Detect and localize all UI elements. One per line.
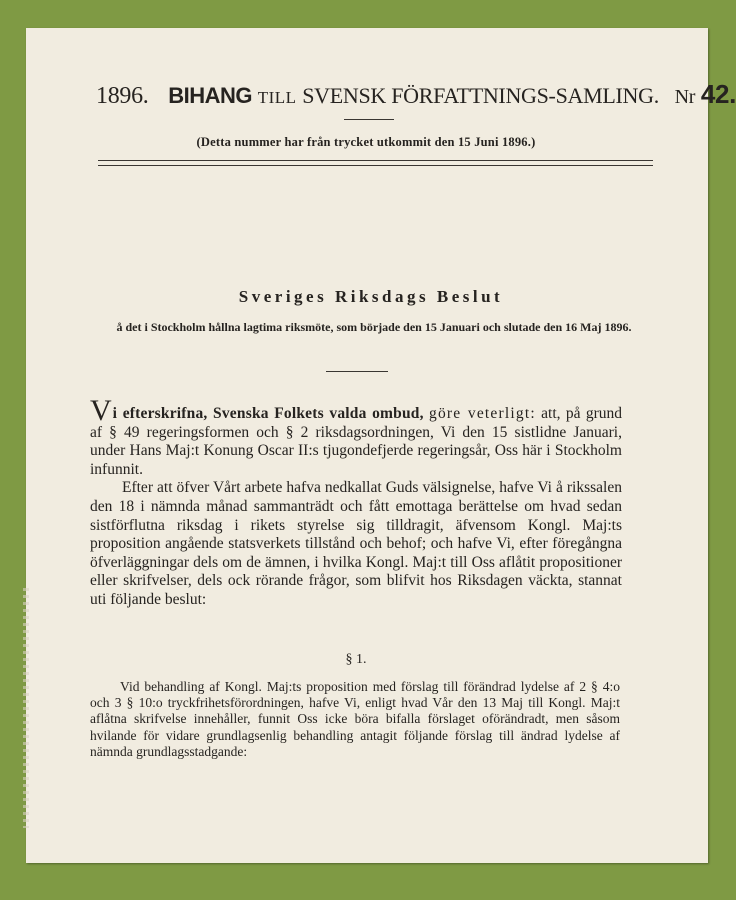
running-header xyxy=(96,79,736,112)
header-nr-prefix: Nr xyxy=(674,86,696,108)
lead-text: i efterskrifna, Svenska Folkets valda ombud, xyxy=(112,405,424,422)
header-number: 42. xyxy=(700,79,736,109)
paragraph-1-rest: att, på grund af § 49 regeringsformen och § 2 riksdagsordningen, Vi den 15 sistlidne Januari, under Hans Maj:t Konung Oscar II:s tjugondefjerde regeringsår, Oss här i Stockholm infunnit. xyxy=(90,405,622,478)
header-till: TILL xyxy=(257,88,297,107)
section-mark: § 1. xyxy=(345,652,367,667)
paper-edge-wear xyxy=(23,588,29,828)
dropcap: V xyxy=(90,394,112,427)
body-text xyxy=(90,394,622,610)
paragraph-1 xyxy=(90,394,622,479)
header-bihang: BIHANG xyxy=(168,83,252,108)
section-paragraph: Vid behandling af Kongl. Maj:ts proposition med förslag till förändrad lydelse af 2 § 4:o och 3 § 10:o tryckfrihetsförordningen, hafve Vi, enligt hvad Vår den 13 Maj till Kongl. Maj:t aflåtna skrifvelse innehåller, funnit Oss icke böra bifalla förslaget oförändradt, men såsom hvilande för vidare grundlagsenlig behandling antagit följande förslag till ändrad lydelse af nämnda grundlagsstadgande: xyxy=(90,679,620,759)
spaced-text: göre veterligt: xyxy=(429,405,536,422)
issue-note: (Detta nummer har från trycket utkommit den 15 Juni 1896.) xyxy=(196,135,536,149)
short-rule-top xyxy=(344,119,394,120)
page-content xyxy=(26,28,736,863)
section-text xyxy=(90,679,620,760)
header-year: 1896. xyxy=(96,83,149,109)
double-rule xyxy=(98,160,653,166)
document-page xyxy=(26,28,736,863)
header-collection: SVENSK FÖRFATTNINGS-SAMLING. xyxy=(302,83,659,108)
short-rule-mid xyxy=(326,371,388,372)
document-title: Sveriges Riksdags Beslut xyxy=(238,287,504,306)
document-subtitle: å det i Stockholm hållna lagtima riksmöte, som började den 15 Januari och slutade den 16 Maj 1896. xyxy=(116,320,632,334)
paragraph-2: Efter att öfver Vårt arbete hafva nedkallat Guds välsignelse, hafve Vi å rikssalen den 18 i nämnda månad sammanträdt och fått emottaga berättelse om hvad sedan sistförflutna riksdag i rikets styrelse sig tilldragit, äfvensom Kongl. Maj:ts proposition angående statsverkets tillstånd och behof; och hafve Vi, efter föregångna öfverläggningar dels om de ämnen, i hvilka Kongl. Maj:t till Oss aflåtit propositioner eller skrifvelser, dels ock rörande frågor, som blifvit hos Riksdagen väckta, stannat uti följande beslut: xyxy=(90,479,622,608)
